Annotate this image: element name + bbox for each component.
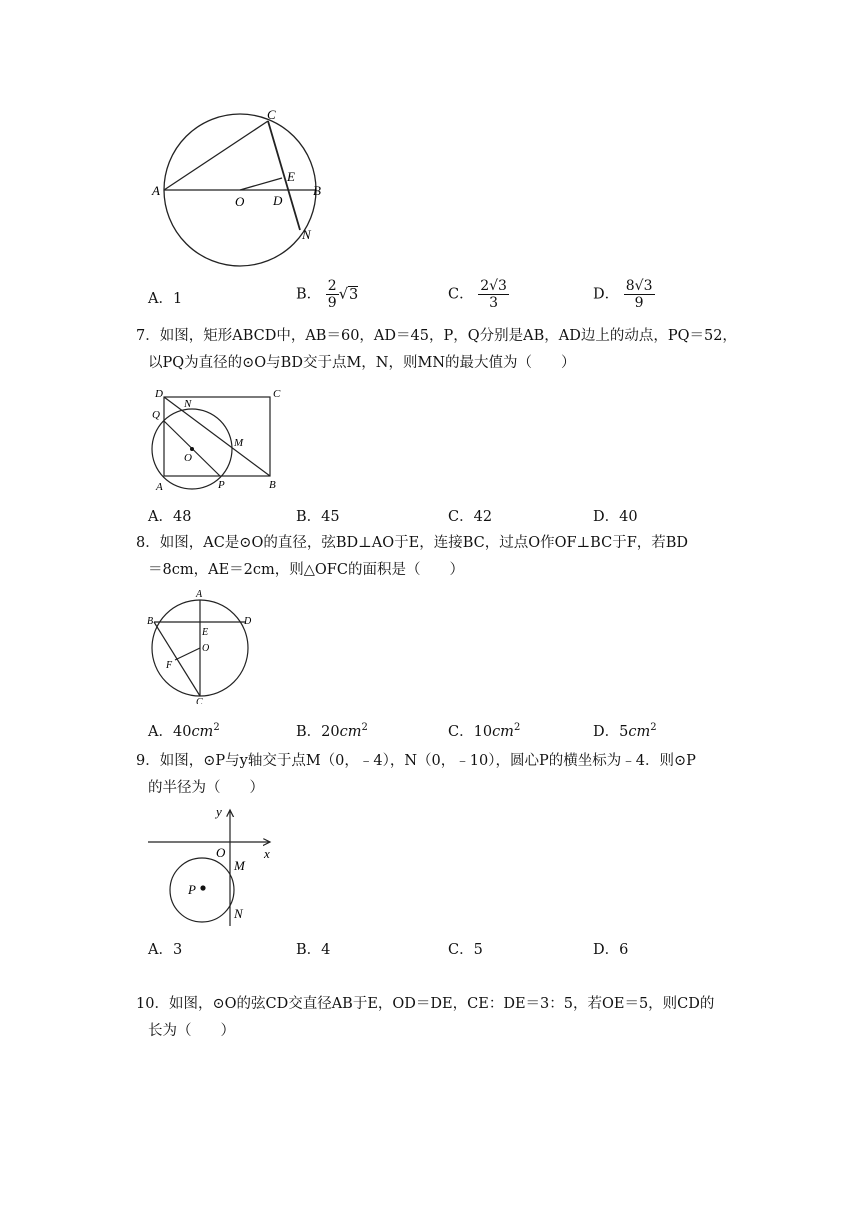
q6-label-c: C bbox=[267, 107, 276, 122]
q9-text: 9．如图，⊙P与y轴交于点M（0，﹣4），N（0，﹣10），圆心P的横坐标为﹣4．则⊙P 的半径为（ ） bbox=[136, 753, 696, 796]
q8-label-f: F bbox=[166, 660, 173, 671]
q7-option-a[interactable]: A．48 bbox=[148, 509, 192, 525]
q8-label-a: A bbox=[196, 589, 203, 600]
q7-label-o: O bbox=[184, 452, 192, 464]
q9-center-dot bbox=[200, 885, 205, 890]
q8-segment-of bbox=[175, 648, 200, 660]
q9-figure bbox=[146, 804, 280, 930]
q7-figure bbox=[148, 385, 288, 495]
q9-label-x: x bbox=[264, 846, 270, 861]
q6-figure bbox=[148, 104, 348, 272]
q8-option-a[interactable]: A．$40cm^2$ bbox=[148, 722, 220, 740]
q6-chord-ac bbox=[164, 121, 268, 190]
q9-option-d[interactable]: D．6 bbox=[593, 942, 629, 958]
q9-option-a[interactable]: A．3 bbox=[148, 942, 183, 958]
q9-label-p: P bbox=[188, 882, 196, 897]
q8-label-o: O bbox=[202, 643, 210, 654]
q7-label-d: D bbox=[155, 388, 163, 400]
q7-text: 7．如图，矩形ABCD中，AB＝60，AD＝45，P，Q分别是AB，AD边上的动点，PQ＝52， 以PQ为直径的⊙O与BD交于点M，N，则MN的最大值为（ ） bbox=[136, 328, 737, 371]
q8-label-d: D bbox=[244, 616, 252, 627]
q7-option-c[interactable]: C．42 bbox=[448, 509, 493, 525]
q6-segment-oe bbox=[240, 178, 282, 190]
q9-option-c[interactable]: C．5 bbox=[448, 942, 483, 958]
q7-label-b: B bbox=[269, 479, 276, 491]
q9-label-y: y bbox=[216, 804, 222, 819]
q6-label-b: B bbox=[313, 183, 321, 198]
q6-option-d[interactable]: D． $\frac{8√3}{9}$ bbox=[593, 278, 653, 311]
q7-option-b[interactable]: B．45 bbox=[296, 509, 340, 525]
q6-option-b[interactable]: B． $\frac{2}{9}$ √3 bbox=[296, 278, 359, 311]
q8-option-b[interactable]: B．$20cm^2$ bbox=[296, 722, 368, 740]
q6-option-c-fraction: $\frac{2√3}{3}$ bbox=[480, 278, 507, 311]
q9-label-n: N bbox=[234, 906, 243, 921]
q8-label-e: E bbox=[202, 627, 209, 638]
q10-text: 10．如图，⊙O的弦CD交直径AB于E，OD＝DE，CE：DE＝3：5，若OE＝5，则CD的 长为（ ） bbox=[136, 996, 715, 1039]
q6-label-n: N bbox=[302, 227, 311, 242]
q7-label-a: A bbox=[156, 481, 163, 493]
q6-label-d: D bbox=[273, 193, 283, 208]
q6-option-b-fraction: $\frac{2}{9}$ bbox=[327, 278, 337, 311]
q8-label-c: C bbox=[196, 697, 203, 704]
q9-label-o: O bbox=[216, 845, 226, 860]
q8-label-b: B bbox=[147, 616, 154, 627]
q7-label-c: C bbox=[273, 388, 281, 400]
q8-figure bbox=[146, 588, 256, 704]
q9-option-b[interactable]: B．4 bbox=[296, 942, 331, 958]
q7-option-d[interactable]: D．40 bbox=[593, 509, 638, 525]
q7-center-dot bbox=[190, 447, 194, 451]
q7-label-n: N bbox=[184, 398, 192, 410]
q6-option-d-fraction: $\frac{8√3}{9}$ bbox=[625, 278, 653, 311]
q6-option-a[interactable]: A．1 bbox=[148, 291, 183, 307]
q6-option-c[interactable]: C． $\frac{2√3}{3}$ bbox=[448, 278, 507, 311]
q7-label-q: Q bbox=[152, 409, 160, 421]
q7-label-p: P bbox=[218, 479, 225, 491]
q6-label-a: A bbox=[152, 183, 160, 198]
q8-option-d[interactable]: D．$5cm^2$ bbox=[593, 722, 657, 740]
q6-label-e: E bbox=[287, 169, 295, 184]
q6-label-o: O bbox=[235, 194, 245, 209]
q8-option-c[interactable]: C．$10cm^2$ bbox=[448, 722, 521, 740]
q9-label-m: M bbox=[234, 858, 245, 873]
q8-text: 8．如图，AC是⊙O的直径，弦BD⊥AO于E，连接BC，过点O作OF⊥BC于F，若BD ＝8cm，AE＝2cm，则△OFC的面积是（ ） bbox=[136, 535, 689, 578]
q7-label-m: M bbox=[234, 437, 244, 449]
